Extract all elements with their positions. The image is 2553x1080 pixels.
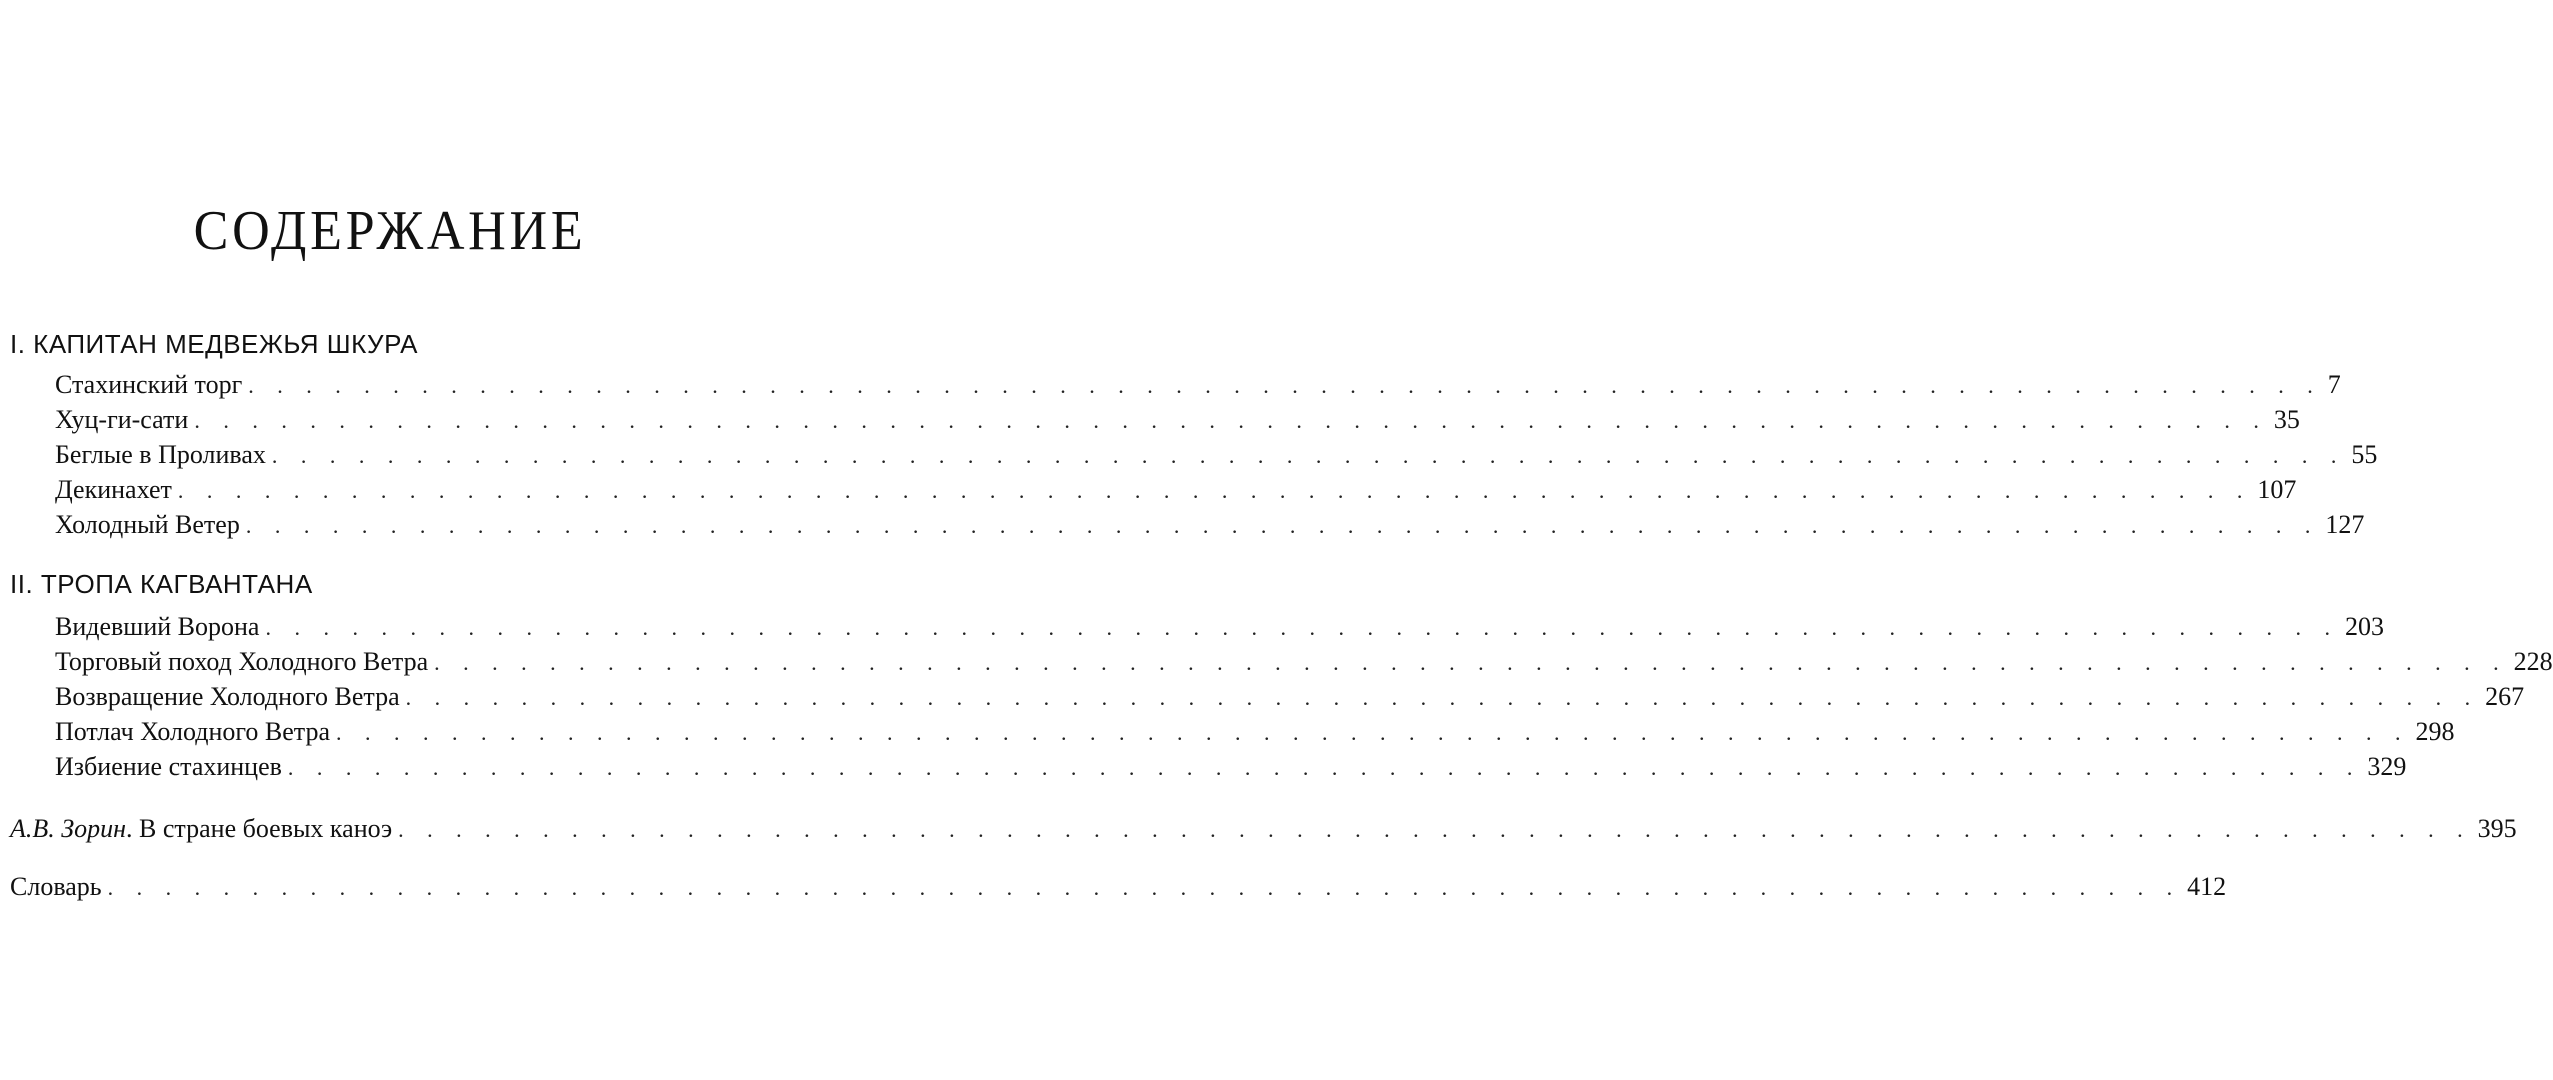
toc-entry-page: 412 [2187,872,2227,901]
leader-dots: . . . . . . . . . . . . . . . . . . . . . . . . . . . . . . . . . . . . . . . . . . . . . . . . . . . . . . . . . . . . . . . . . . . . . . . . [398,817,2472,842]
leader-dots: . . . . . . . . . . . . . . . . . . . . . . . . . . . . . . . . . . . . . . . . . . . . . . . . . . . . . . . . . . . . . . . . . . . . . . . . [107,875,2182,900]
toc-entry-page: 35 [2273,405,2300,434]
afterword-title: . В стране боевых каноэ [126,814,393,843]
leader-dots: . . . . . . . . . . . . . . . . . . . . . . . . . . . . . . . . . . . . . . . . . . . . . . . . . . . . . . . . . . . . . . . . . . . . . . . . [177,478,2252,503]
toc-entry-page: 329 [2367,752,2407,781]
toc-entry[interactable] [55,750,2407,784]
toc-entry-page: 7 [2327,370,2341,399]
toc-entry[interactable] [55,680,2525,714]
toc-entry-glossary[interactable] [10,870,2227,904]
toc-entry[interactable] [55,610,2384,644]
leader-dots: . . . . . . . . . . . . . . . . . . . . . . . . . . . . . . . . . . . . . . . . . . . . . . . . . . . . . . . . . . . . . . . . . . . . . . . . [271,443,2346,468]
toc-entry[interactable] [55,368,2341,402]
leader-dots: . . . . . . . . . . . . . . . . . . . . . . . . . . . . . . . . . . . . . . . . . . . . . . . . . . . . . . . . . . . . . . . . . . . . . . . . [248,373,2322,398]
toc-entry-title: Торговый поход Холодного Ветра [55,647,429,676]
toc-entry-page: 267 [2485,682,2525,711]
leader-dots: . . . . . . . . . . . . . . . . . . . . . . . . . . . . . . . . . . . . . . . . . . . . . . . . . . . . . . . . . . . . . . . . . . . . . . . . [405,685,2480,710]
leader-dots: . . . . . . . . . . . . . . . . . . . . . . . . . . . . . . . . . . . . . . . . . . . . . . . . . . . . . . . . . . . . . . . . . . . . . . . . [245,513,2320,538]
toc-entry-title: Беглые в Проливах [55,440,266,469]
toc-entry-title: Холодный Ветер [55,510,240,539]
toc-entry-page: 228 [2513,647,2553,676]
toc-entry[interactable] [55,715,2455,749]
toc-entry-title: Хуц-ги-сати [55,405,189,434]
toc-entry-title: Возвращение Холодного Ветра [55,682,400,711]
leader-dots: . . . . . . . . . . . . . . . . . . . . . . . . . . . . . . . . . . . . . . . . . . . . . . . . . . . . . . . . . . . . . . . . . . . . . . . . [335,720,2410,745]
toc-entry[interactable] [55,473,2297,507]
toc-entry-title: Словарь [10,872,102,901]
toc-entry-title: Декинахет [55,475,172,504]
leader-dots: . . . . . . . . . . . . . . . . . . . . . . . . . . . . . . . . . . . . . . . . . . . . . . . . . . . . . . . . . . . . . . . . . . . . . . . . [194,408,2268,433]
toc-entry-page: 298 [2415,717,2455,746]
leader-dots: . . . . . . . . . . . . . . . . . . . . . . . . . . . . . . . . . . . . . . . . . . . . . . . . . . . . . . . . . . . . . . . . . . . . . . . . [265,615,2339,640]
part-heading-2: II. ТРОПА КАГВАНТАНА [10,569,313,599]
toc-entry-page: 107 [2257,475,2297,504]
toc-entry-page: 203 [2344,612,2384,641]
toc-entry[interactable] [55,403,2300,437]
toc-entry-title: Видевший Ворона [55,612,260,641]
toc-entry-page: 127 [2325,510,2365,539]
afterword-author: А.В. Зорин [10,814,127,843]
toc-entry-title: Потлач Холодного Ветра [55,717,330,746]
page-title: СОДЕРЖАНИЕ [193,200,587,262]
leader-dots: . . . . . . . . . . . . . . . . . . . . . . . . . . . . . . . . . . . . . . . . . . . . . . . . . . . . . . . . . . . . . . . . . . . . . . . . [434,650,2508,675]
toc-entry[interactable] [55,645,2553,679]
toc-entry-page: 395 [2477,814,2517,843]
toc-entry-title [10,812,398,846]
toc-entry-afterword[interactable] [10,812,2517,846]
toc-entry-title: Стахинский торг [55,370,243,399]
toc-entry-title: Избиение стахинцев [55,752,282,781]
leader-dots: . . . . . . . . . . . . . . . . . . . . . . . . . . . . . . . . . . . . . . . . . . . . . . . . . . . . . . . . . . . . . . . . . . . . . . . . [287,755,2362,780]
toc-entry[interactable] [55,508,2365,542]
part-heading-1: I. КАПИТАН МЕДВЕЖЬЯ ШКУРА [10,329,419,359]
toc-entry-page: 55 [2351,440,2378,469]
toc-entry[interactable] [55,438,2378,472]
